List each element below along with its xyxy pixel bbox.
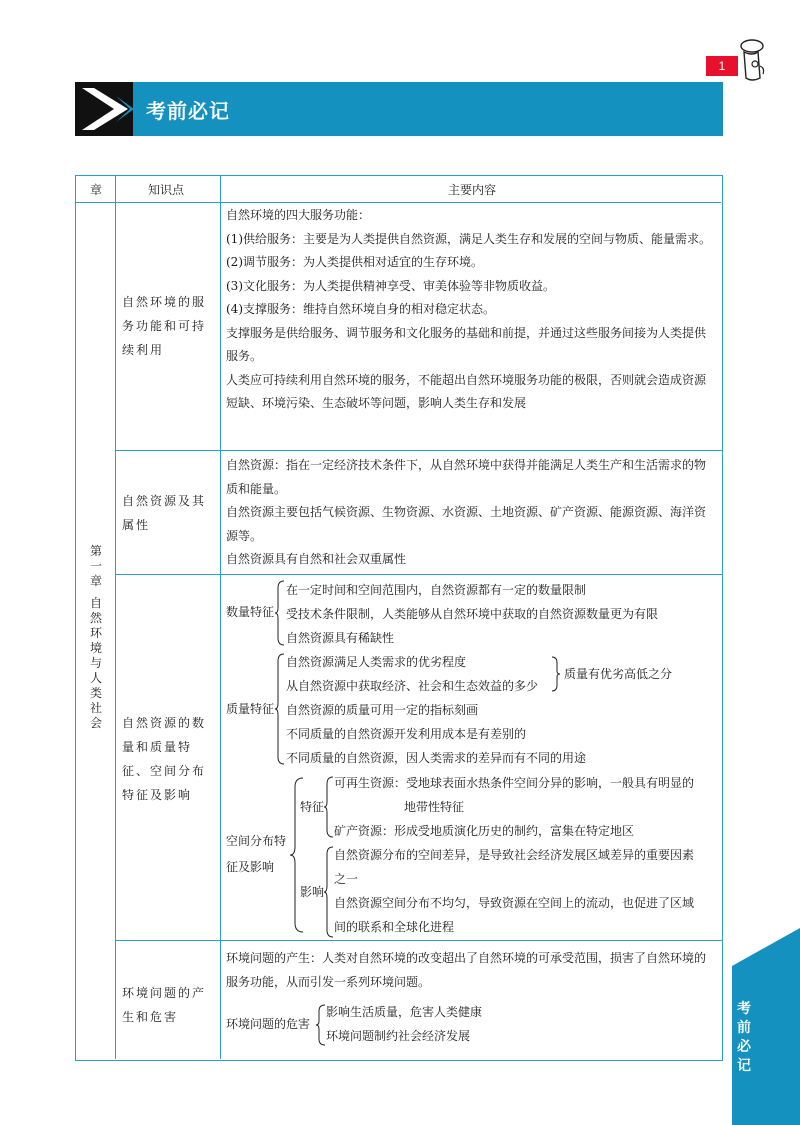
quality-label: 质量特征 — [226, 702, 275, 716]
row1-point: 自然环境的服务功能和可持续利用 — [122, 295, 207, 357]
quality-item: 从自然资源中获取经济、社会和生态效益的多少 — [286, 679, 539, 693]
quantity-item: 受技术条件限制，人类能够从自然环境中获取的自然资源数量更为有限 — [286, 607, 659, 621]
quality-item: 自然资源满足人类需求的优劣程度 — [286, 655, 467, 669]
brace-icon — [275, 580, 285, 646]
spatial-label: 空间分布特征及影响 — [226, 834, 287, 874]
row2-line: 自然资源：指在一定经济技术条件下，从自然环境中获得并能满足人类生产和生活需求的物质和能量。 — [226, 458, 707, 496]
header-content: 主要内容 — [448, 183, 497, 197]
quality-item: 不同质量的自然资源，因人类需求的差异而有不同的用途 — [286, 751, 587, 765]
header-point: 知识点 — [148, 183, 185, 197]
row1-line: (3)文化服务：为人类提供精神享受、审美体验等非物质收益。 — [226, 278, 556, 293]
quality-item: 自然资源的质量可用一定的指标刻画 — [286, 703, 479, 717]
chapter-number: 第一章 — [89, 544, 102, 588]
row1-line: 支撑服务是供给服务、调节服务和文化服务的基础和前提，并通过这些服务间接为人类提供服务。 — [226, 325, 707, 363]
row2-content — [226, 454, 716, 572]
feature-item: 地带性特征 — [404, 800, 465, 814]
row4-point: 环境问题的产生和危害 — [122, 986, 207, 1024]
row1-line: (1)供给服务：主要是为人类提供自然资源，满足人类生存和发展的空间与物质、能量需求。 — [226, 231, 712, 246]
page-number: 1 — [706, 56, 738, 76]
brace-icon — [324, 846, 334, 938]
brace-icon — [316, 1004, 326, 1046]
row2-line: 自然资源主要包括气候资源、生物资源、水资源、土地资源、矿产资源、能源资源、海洋资源等。 — [226, 505, 707, 543]
page-title: 考前必记 — [146, 99, 230, 123]
row2-point: 自然资源及其属性 — [122, 494, 207, 532]
mascot-icon — [738, 38, 768, 84]
harm-item: 影响生活质量，危害人类健康 — [326, 1005, 483, 1019]
quantity-item: 自然资源具有稀缺性 — [286, 631, 395, 645]
row1-content — [226, 204, 716, 416]
knowledge-table — [75, 175, 723, 1061]
feature-item: 可再生资源：受地球表面水热条件空间分异的影响，一般具有明显的 — [334, 776, 695, 790]
effect-item: 自然资源空间分布不均匀，导致资源在空间上的流动，也促进了区域 — [334, 896, 695, 910]
harm-item: 环境问题制约社会经济发展 — [326, 1029, 471, 1043]
row1-line: (4)支撑服务：维持自然环境自身的相对稳定状态。 — [226, 302, 495, 316]
feature-item: 矿产资源：形成受地质演化历史的制约，富集在特定地区 — [334, 824, 635, 838]
brace-right-icon — [552, 656, 560, 692]
header-chapter: 章 — [90, 183, 103, 197]
row2-line: 自然资源具有自然和社会双重属性 — [226, 552, 407, 566]
row1-line: 自然环境的四大服务功能： — [226, 208, 371, 222]
effect-label: 影响 — [300, 885, 325, 899]
row1-line: 人类应可持续利用自然环境的服务，不能超出自然环境服务功能的极限，否则就会造成资源短缺、环境污染、生态破坏等问题，影响人类生存和发展 — [226, 372, 707, 410]
quantity-item: 在一定时间和空间范围内，自然资源都有一定的数量限制 — [286, 583, 587, 597]
chapter-name: 自然环境与人类社会 — [89, 596, 102, 730]
row1-line: (2)调节服务：为人类提供相对适宜的生存环境。 — [226, 255, 483, 269]
effect-item: 之一 — [334, 872, 359, 886]
chevron-right-icon — [78, 86, 134, 132]
row3-point: 自然资源的数量和质量特征、空间分布特征及影响 — [122, 716, 207, 802]
feature-label: 特征 — [300, 800, 325, 814]
brace-icon — [324, 776, 334, 838]
effect-item: 间的联系和全球化进程 — [334, 920, 455, 934]
quantity-label: 数量特征 — [226, 605, 275, 619]
row4-content: 环境问题的产生：人类对自然环境的改变超出了自然环境的可承受范围，损害了自然环境的服务功能，从而引发一系列环境问题。 — [226, 951, 707, 989]
brace-icon — [275, 653, 285, 765]
harm-label: 环境问题的危害 — [226, 1017, 311, 1031]
quality-summary: 质量有优劣高低之分 — [564, 667, 673, 681]
effect-item: 自然资源分布的空间差异，是导致社会经济发展区域差异的重要因素 — [334, 848, 695, 862]
side-tab-label: 考前必记 — [737, 1001, 751, 1074]
quality-item: 不同质量的自然资源开发利用成本是有差别的 — [286, 727, 527, 741]
